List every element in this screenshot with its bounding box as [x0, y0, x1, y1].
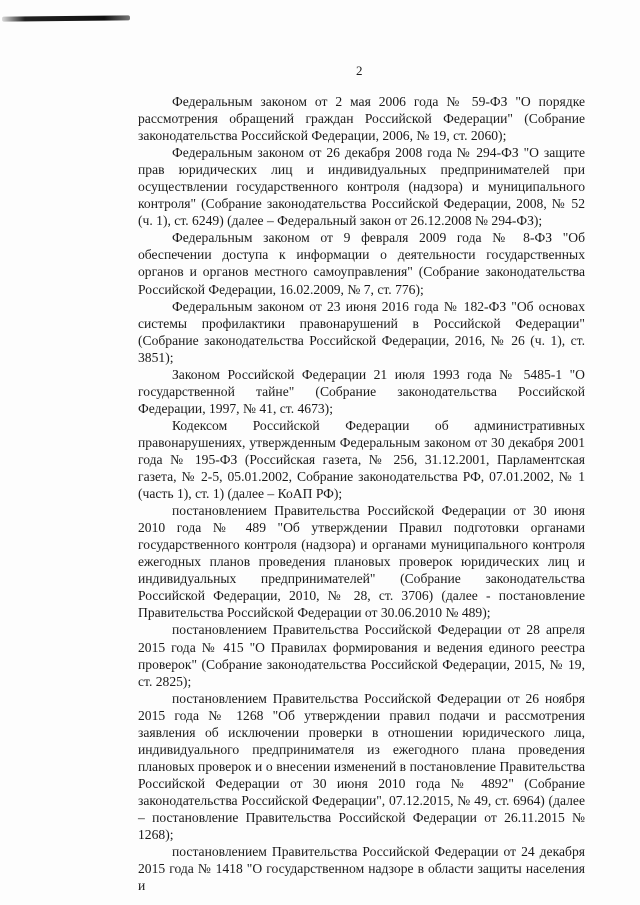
- paragraph-resolution-415: постановлением Правительства Российской Федерации от 28 апреля 2015 года № 415 "О Правилах формирования и ведения единого реестра проверок" (Собрание законодательства Российской Федерации, 2015, № 19, ст. 2825);: [138, 622, 585, 689]
- page-number: 2: [356, 63, 363, 78]
- paragraph-federal-law-8-fz: Федеральным законом от 9 февраля 2009 года № 8-ФЗ "Об обеспечении доступа к информации о деятельности государственных органов и органов местного самоуправления" (Собрание законодательства Российской Федерации, 16.02.2009, № 7, ст. 776);: [138, 230, 585, 297]
- scan-artifact-line: [2, 15, 130, 21]
- paragraph-resolution-1268: постановлением Правительства Российской Федерации от 26 ноября 2015 года № 1268 "Об утверждении правил подачи и рассмотрения заявления об исключении проверки в отношении юридического лица, индивидуального предпринимателя из ежегодного плана проведения плановых проверок и о внесении изменений в постановление Правительства Российской Федерации от 30 июня 2010 года № 4892" (Собрание законодательства Российской Федерации", 07.12.2015, № 49, ст. 6964) (далее – постановление Правительства Российской Федерации от 26.11.2015 № 1268);: [138, 690, 585, 843]
- paragraph-federal-law-294-fz: Федеральным законом от 26 декабря 2008 года № 294-ФЗ "О защите прав юридических лиц и индивидуальных предпринимателей при осуществлении государственного контроля (надзора) и муниципального контроля" (Собрание законодательства Российской Федерации, 2008, № 52 (ч. 1), ст. 6249) (далее – Федеральный закон от 26.12.2008 № 294-ФЗ);: [138, 145, 585, 229]
- paragraph-law-5485-1: Законом Российской Федерации 21 июля 1993 года № 5485-1 "О государственной тайне" (Собрание законодательства Российской Федерации, 1997, № 41, ст. 4673);: [138, 366, 585, 416]
- document-body: [138, 93, 585, 894]
- paragraph-koap-rf: Кодексом Российской Федерации об административных правонарушениях, утвержденным Федеральным законом от 30 декабря 2001 года № 195-ФЗ (Российская газета, № 256, 31.12.2001, Парламентская газета, № 2-5, 05.01.2002, Собрание законодательства РФ, 07.01.2002, № 1 (часть 1), ст. 1) (далее – КоАП РФ);: [138, 417, 585, 502]
- paragraph-federal-law-182-fz: Федеральным законом от 23 июня 2016 года № 182-ФЗ "Об основах системы профилактики правонарушений в Российской Федерации" (Собрание законодательства Российской Федерации, 2016, № 26 (ч. 1), ст. 3851);: [138, 298, 585, 365]
- paragraph-resolution-1418: постановлением Правительства Российской Федерации от 24 декабря 2015 года № 1418 "О государственном надзоре в области защиты населения и: [138, 844, 585, 894]
- paragraph-federal-law-59-fz: Федеральным законом от 2 мая 2006 года № 59-ФЗ "О порядке рассмотрения обращений граждан Российской Федерации" (Собрание законодательства Российской Федерации, 2006, № 19, ст. 2060);: [138, 94, 585, 144]
- paragraph-resolution-489: постановлением Правительства Российской Федерации от 30 июня 2010 года № 489 "Об утверждении Правил подготовки органами государственного контроля (надзора) и органами муниципального контроля ежегодных планов проведения плановых проверок юридических лиц и индивидуальных предпринимателей" (Собрание законодательства Российской Федерации, 2010, № 28, ст. 3706) (далее - постановление Правительства Российской Федерации от 30.06.2010 № 489);: [138, 503, 585, 621]
